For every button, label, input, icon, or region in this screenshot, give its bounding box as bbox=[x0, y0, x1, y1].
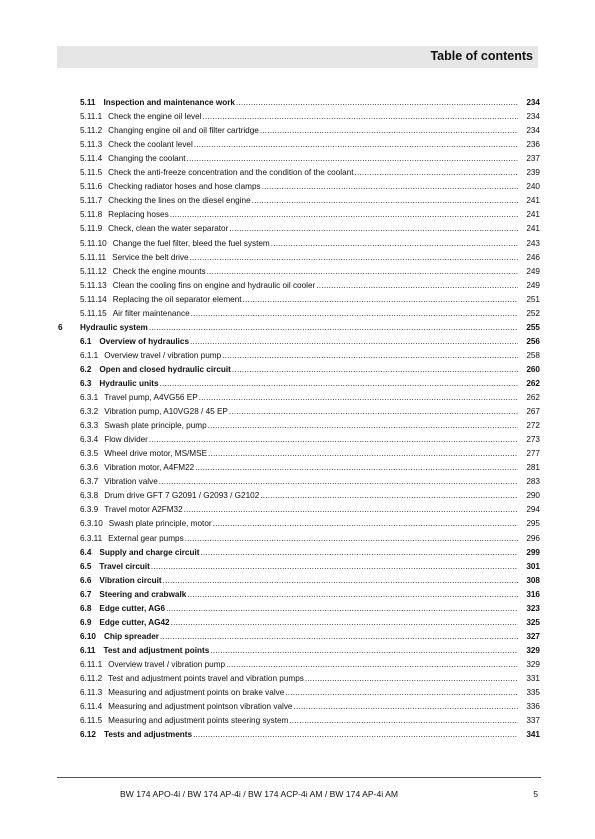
toc-page-number: 331 bbox=[526, 673, 540, 683]
toc-entry-title: Replacing the oil separator element bbox=[112, 294, 242, 304]
toc-entry[interactable] bbox=[58, 445, 540, 459]
toc-page-number: 249 bbox=[526, 280, 540, 290]
toc-entry-title: Replacing hoses bbox=[108, 210, 169, 220]
toc-page-number: 258 bbox=[526, 350, 540, 360]
toc-entry-number: 5.11.9 bbox=[80, 224, 103, 234]
toc-entry-number: 6.3.1 bbox=[80, 393, 99, 403]
footer-page-number: 5 bbox=[533, 789, 538, 799]
toc-page-number: 281 bbox=[526, 463, 540, 473]
toc-page-number: 241 bbox=[526, 210, 540, 220]
toc-entry-title: Vibration valve bbox=[104, 477, 158, 487]
toc-entry-title: Swash plate principle, pump bbox=[104, 421, 207, 431]
toc-page-number: 241 bbox=[526, 224, 540, 234]
toc-page-number: 329 bbox=[526, 645, 540, 655]
toc-entry-number: 6.3.5 bbox=[80, 449, 99, 459]
toc-entry-title: Hydraulic system bbox=[80, 322, 148, 332]
toc-leader-dots bbox=[190, 337, 518, 347]
toc-entry-title: Measuring and adjustment points on brake valve bbox=[108, 688, 285, 698]
toc-entry[interactable] bbox=[58, 192, 540, 206]
toc-entry-title: Supply and charge circuit bbox=[99, 547, 200, 557]
toc-entry-title: Checking the lines on the diesel engine bbox=[108, 196, 251, 206]
toc-page-number: 299 bbox=[526, 547, 540, 557]
toc-leader-dots bbox=[236, 98, 518, 108]
toc-entry-number: 6.10 bbox=[80, 631, 96, 641]
toc-entry-number: 6.1 bbox=[80, 336, 92, 346]
toc-page-number: 325 bbox=[526, 617, 540, 627]
toc-leader-dots bbox=[243, 295, 518, 305]
toc-entry-number: 6.11.1 bbox=[80, 659, 103, 669]
toc-entry-number: 6.8 bbox=[80, 603, 92, 613]
toc-leader-dots bbox=[187, 154, 518, 164]
toc-entry-number: 6.3.4 bbox=[80, 435, 99, 445]
toc-entry[interactable] bbox=[58, 572, 540, 586]
toc-entry-number: 6.11 bbox=[80, 645, 96, 655]
toc-leader-dots bbox=[293, 702, 518, 712]
toc-entry-title: Flow divider bbox=[104, 435, 148, 445]
toc-entry[interactable] bbox=[58, 614, 540, 628]
toc-page-number: 260 bbox=[526, 364, 540, 374]
toc-page-number: 335 bbox=[526, 688, 540, 698]
toc-entry-number: 6.3 bbox=[80, 378, 92, 388]
toc-entry-title: Chip spreader bbox=[103, 631, 159, 641]
toc-leader-dots bbox=[289, 716, 518, 726]
toc-page-number: 290 bbox=[526, 491, 540, 501]
toc-leader-dots bbox=[171, 618, 518, 628]
toc-entry-number: 6.3.7 bbox=[80, 477, 99, 487]
toc-page-number: 252 bbox=[526, 308, 540, 318]
page-title: Table of contents bbox=[430, 49, 533, 63]
toc-entry-title: Check, clean the water separator bbox=[108, 224, 229, 234]
toc-entry[interactable] bbox=[58, 417, 540, 431]
toc-entry-title: Travel circuit bbox=[99, 561, 150, 571]
toc-entry-title: Overview travel / vibration pump bbox=[108, 659, 226, 669]
toc-entry-number: 6.11.3 bbox=[80, 688, 103, 698]
toc-entry[interactable] bbox=[58, 305, 540, 319]
toc-entry-number: 6.3.9 bbox=[80, 505, 99, 515]
toc-leader-dots bbox=[305, 674, 518, 684]
toc-entry-title: External gear pumps bbox=[108, 533, 184, 543]
toc-leader-dots bbox=[185, 534, 518, 544]
toc-page-number: 249 bbox=[526, 266, 540, 276]
toc-entry-number: 6.12 bbox=[80, 730, 96, 740]
toc-leader-dots bbox=[191, 309, 518, 319]
toc-entry-title: Check the engine mounts bbox=[112, 266, 206, 276]
toc-leader-dots bbox=[210, 646, 518, 656]
toc-page-number: 267 bbox=[526, 407, 540, 417]
toc-entry[interactable] bbox=[58, 220, 540, 234]
toc-entry-title: Wheel drive motor, MS/MSE bbox=[104, 449, 208, 459]
toc-leader-dots bbox=[285, 688, 518, 698]
toc-entry[interactable] bbox=[58, 712, 540, 726]
toc-entry-number: 6.3.6 bbox=[80, 463, 99, 473]
toc-leader-dots bbox=[190, 253, 518, 263]
toc-chapter-number: 6 bbox=[58, 322, 63, 332]
toc-entry-number: 5.11.2 bbox=[80, 126, 103, 136]
toc-page-number: 234 bbox=[526, 126, 540, 136]
toc-entry-number: 6.5 bbox=[80, 561, 92, 571]
toc-entry-number: 6.3.10 bbox=[80, 519, 103, 529]
toc-leader-dots bbox=[316, 281, 518, 291]
toc-page-number: 283 bbox=[526, 477, 540, 487]
toc-leader-dots bbox=[149, 435, 518, 445]
toc-entry-number: 6.4 bbox=[80, 547, 92, 557]
toc-entry-title: Overview travel / vibration pump bbox=[104, 350, 222, 360]
toc-entry-title: Vibration pump, A10VG28 / 45 EP bbox=[104, 407, 228, 417]
toc-page-number: 336 bbox=[526, 702, 540, 712]
toc-entry[interactable] bbox=[58, 375, 540, 389]
toc-entry[interactable] bbox=[58, 684, 540, 698]
toc-leader-dots bbox=[229, 407, 518, 417]
toc-entry[interactable] bbox=[58, 389, 540, 403]
toc-page-number: 273 bbox=[526, 435, 540, 445]
toc-entry-number: 6.3.2 bbox=[80, 407, 99, 417]
toc-leader-dots bbox=[160, 379, 518, 389]
footer-models: BW 174 APO-4i / BW 174 AP-4i / BW 174 ACP-4i AM / BW 174 AP-4i AM bbox=[120, 789, 398, 799]
toc-page-number: 255 bbox=[526, 322, 540, 332]
toc-leader-dots bbox=[159, 477, 518, 487]
toc-leader-dots bbox=[207, 267, 518, 277]
toc-entry[interactable] bbox=[58, 586, 540, 600]
toc-page-number: 239 bbox=[526, 168, 540, 178]
toc-entry[interactable] bbox=[58, 234, 540, 248]
toc-entry-number: 6.7 bbox=[80, 589, 92, 599]
toc-leader-dots bbox=[271, 239, 518, 249]
toc-entry[interactable] bbox=[58, 122, 540, 136]
toc-leader-dots bbox=[229, 224, 518, 234]
toc-entry[interactable] bbox=[58, 136, 540, 150]
toc-leader-dots bbox=[202, 112, 518, 122]
toc-entry-title: Vibration motor, A4FM22 bbox=[104, 463, 195, 473]
toc-leader-dots bbox=[208, 449, 518, 459]
toc-leader-dots bbox=[208, 421, 518, 431]
toc-leader-dots bbox=[195, 463, 518, 473]
header-bar bbox=[57, 46, 538, 68]
toc-entry[interactable] bbox=[58, 206, 540, 220]
toc-leader-dots bbox=[232, 365, 518, 375]
toc-entry[interactable] bbox=[58, 558, 540, 572]
toc-page-number: 337 bbox=[526, 716, 540, 726]
toc-page-number: 237 bbox=[526, 154, 540, 164]
toc-page-number: 251 bbox=[526, 294, 540, 304]
toc-entry-title: Edge cutter, AG42 bbox=[99, 617, 170, 627]
toc-entry[interactable] bbox=[58, 544, 540, 558]
toc-entry-number: 6.3.3 bbox=[80, 421, 99, 431]
toc-entry[interactable] bbox=[58, 277, 540, 291]
toc-leader-dots bbox=[166, 604, 518, 614]
toc-leader-dots bbox=[213, 519, 518, 529]
toc-entry[interactable] bbox=[58, 164, 540, 178]
toc-entry-number: 5.11.12 bbox=[80, 266, 107, 276]
toc-page-number: 272 bbox=[526, 421, 540, 431]
toc-entry-number: 6.11.2 bbox=[80, 673, 103, 683]
toc-leader-dots bbox=[260, 491, 518, 501]
toc-page-number: 294 bbox=[526, 505, 540, 515]
toc-entry-number: 6.9 bbox=[80, 617, 92, 627]
toc-page-number: 308 bbox=[526, 575, 540, 585]
toc-entry-number: 6.1.1 bbox=[80, 350, 99, 360]
toc-entry[interactable] bbox=[58, 698, 540, 712]
toc-entry-title: Changing the coolant bbox=[108, 154, 186, 164]
toc-entry-title: Travel motor A2FM32 bbox=[104, 505, 183, 515]
toc-page-number: 256 bbox=[526, 336, 540, 346]
toc-entry[interactable] bbox=[58, 628, 540, 642]
toc-entry-title: Test and adjustment points travel and vibration pumps bbox=[108, 673, 304, 683]
toc-entry-title: Change the fuel filter, bleed the fuel system bbox=[112, 238, 270, 248]
toc-page-number: 234 bbox=[526, 112, 540, 122]
toc-leader-dots bbox=[170, 210, 518, 220]
toc-entry-title: Clean the cooling fins on engine and hydraulic oil cooler bbox=[112, 280, 316, 290]
toc-entry[interactable] bbox=[58, 361, 540, 375]
toc-entry-number: 6.11.5 bbox=[80, 716, 103, 726]
toc-page-number: 240 bbox=[526, 182, 540, 192]
toc-leader-dots bbox=[149, 323, 518, 333]
toc-entry-title: Travel pump, A4VG56 EP bbox=[104, 393, 198, 403]
toc-entry-title: Changing engine oil and oil filter cartridge bbox=[108, 126, 259, 136]
toc-entry[interactable] bbox=[58, 459, 540, 473]
toc-leader-dots bbox=[194, 140, 518, 150]
toc-entry[interactable] bbox=[58, 150, 540, 164]
toc-entry-title: Swash plate principle, motor bbox=[108, 519, 212, 529]
toc-entry[interactable] bbox=[58, 319, 540, 333]
toc-leader-dots bbox=[184, 505, 518, 515]
toc-leader-dots bbox=[151, 562, 518, 572]
toc-entry-number: 6.3.8 bbox=[80, 491, 99, 501]
toc-leader-dots bbox=[252, 196, 518, 206]
toc-page-number: 323 bbox=[526, 603, 540, 613]
toc-entry-number: 5.11.8 bbox=[80, 210, 103, 220]
toc-entry[interactable] bbox=[58, 642, 540, 656]
toc-entry[interactable] bbox=[58, 263, 540, 277]
toc-entry[interactable] bbox=[58, 249, 540, 263]
toc-leader-dots bbox=[160, 632, 518, 642]
toc-entry[interactable] bbox=[58, 515, 540, 529]
toc-page-number: 327 bbox=[526, 631, 540, 641]
toc-leader-dots bbox=[260, 126, 518, 136]
toc-entry-title: Service the belt drive bbox=[112, 252, 189, 262]
toc-entry-number: 5.11.14 bbox=[80, 294, 107, 304]
toc-page-number: 262 bbox=[526, 393, 540, 403]
toc-page-number: 262 bbox=[526, 378, 540, 388]
toc-entry-title: Test and adjustment points bbox=[103, 645, 210, 655]
toc-page-number: 246 bbox=[526, 252, 540, 262]
toc-entry-title: Overview of hydraulics bbox=[99, 336, 190, 346]
toc-entry-title: Open and closed hydraulic circuit bbox=[99, 364, 231, 374]
toc-entry-title: Measuring and adjustment pointson vibration valve bbox=[108, 702, 293, 712]
toc-leader-dots bbox=[200, 548, 518, 558]
toc-entry[interactable] bbox=[58, 600, 540, 614]
toc-entry-number: 5.11.5 bbox=[80, 168, 103, 178]
toc-entry-number: 5.11.1 bbox=[80, 112, 103, 122]
toc-entry-number: 5.11.11 bbox=[80, 252, 107, 262]
toc-leader-dots bbox=[193, 730, 518, 740]
toc-entry[interactable] bbox=[58, 94, 540, 108]
toc-entry[interactable] bbox=[58, 501, 540, 515]
toc-entry-number: 6.3.11 bbox=[80, 533, 103, 543]
table-of-contents bbox=[58, 94, 540, 740]
toc-entry-title: Hydraulic units bbox=[99, 378, 159, 388]
toc-page-number: 236 bbox=[526, 140, 540, 150]
toc-entry[interactable] bbox=[58, 473, 540, 487]
toc-entry-number: 5.11.13 bbox=[80, 280, 107, 290]
toc-page-number: 316 bbox=[526, 589, 540, 599]
toc-leader-dots bbox=[163, 576, 518, 586]
toc-entry[interactable] bbox=[58, 726, 540, 740]
toc-entry[interactable] bbox=[58, 431, 540, 445]
toc-entry-number: 5.11.15 bbox=[80, 308, 107, 318]
toc-entry-title: Check the engine oil level bbox=[108, 112, 202, 122]
toc-leader-dots bbox=[226, 660, 518, 670]
toc-page-number: 277 bbox=[526, 449, 540, 459]
toc-page-number: 296 bbox=[526, 533, 540, 543]
toc-page-number: 329 bbox=[526, 659, 540, 669]
toc-page-number: 301 bbox=[526, 561, 540, 571]
toc-entry-number: 6.2 bbox=[80, 364, 92, 374]
toc-entry[interactable] bbox=[58, 347, 540, 361]
toc-entry-number: 5.11.3 bbox=[80, 140, 103, 150]
toc-entry[interactable] bbox=[58, 291, 540, 305]
toc-page-number: 341 bbox=[526, 730, 540, 740]
toc-entry-number: 5.11.10 bbox=[80, 238, 107, 248]
toc-leader-dots bbox=[199, 393, 518, 403]
toc-entry-number: 5.11.4 bbox=[80, 154, 103, 164]
toc-entry[interactable] bbox=[58, 333, 540, 347]
toc-entry[interactable] bbox=[58, 529, 540, 543]
toc-entry-number: 6.6 bbox=[80, 575, 92, 585]
toc-entry-title: Edge cutter, AG6 bbox=[99, 603, 166, 613]
toc-entry-number: 5.11.7 bbox=[80, 196, 103, 206]
toc-entry-title: Measuring and adjustment points steering system bbox=[108, 716, 289, 726]
toc-entry-title: Tests and adjustments bbox=[103, 730, 193, 740]
toc-page-number: 234 bbox=[526, 98, 540, 108]
toc-leader-dots bbox=[355, 168, 519, 178]
toc-page-number: 295 bbox=[526, 519, 540, 529]
toc-entry-number: 6.11.4 bbox=[80, 702, 103, 712]
toc-entry[interactable] bbox=[58, 178, 540, 192]
toc-leader-dots bbox=[222, 351, 518, 361]
toc-leader-dots bbox=[262, 182, 518, 192]
toc-entry-title: Checking radiator hoses and hose clamps bbox=[108, 182, 261, 192]
toc-entry-number: 5.11.6 bbox=[80, 182, 103, 192]
toc-page-number: 241 bbox=[526, 196, 540, 206]
toc-page-number: 243 bbox=[526, 238, 540, 248]
toc-entry-title: Inspection and maintenance work bbox=[103, 98, 235, 108]
toc-entry-number: 5.11 bbox=[80, 98, 96, 108]
toc-entry-title: Check the anti-freeze concentration and the condition of the coolant bbox=[108, 168, 354, 178]
toc-entry-title: Air filter maintenance bbox=[112, 308, 190, 318]
toc-leader-dots bbox=[187, 590, 518, 600]
toc-entry-title: Vibration circuit bbox=[99, 575, 162, 585]
toc-entry[interactable] bbox=[58, 656, 540, 670]
toc-entry-title: Steering and crabwalk bbox=[99, 589, 187, 599]
toc-entry[interactable] bbox=[58, 487, 540, 501]
toc-entry-title: Check the coolant level bbox=[108, 140, 193, 150]
toc-entry[interactable] bbox=[58, 403, 540, 417]
toc-entry-title: Drum drive GFT 7 G2091 / G2093 / G2102 bbox=[104, 491, 260, 501]
toc-entry[interactable] bbox=[58, 108, 540, 122]
toc-entry[interactable] bbox=[58, 670, 540, 684]
footer-divider bbox=[57, 777, 541, 778]
